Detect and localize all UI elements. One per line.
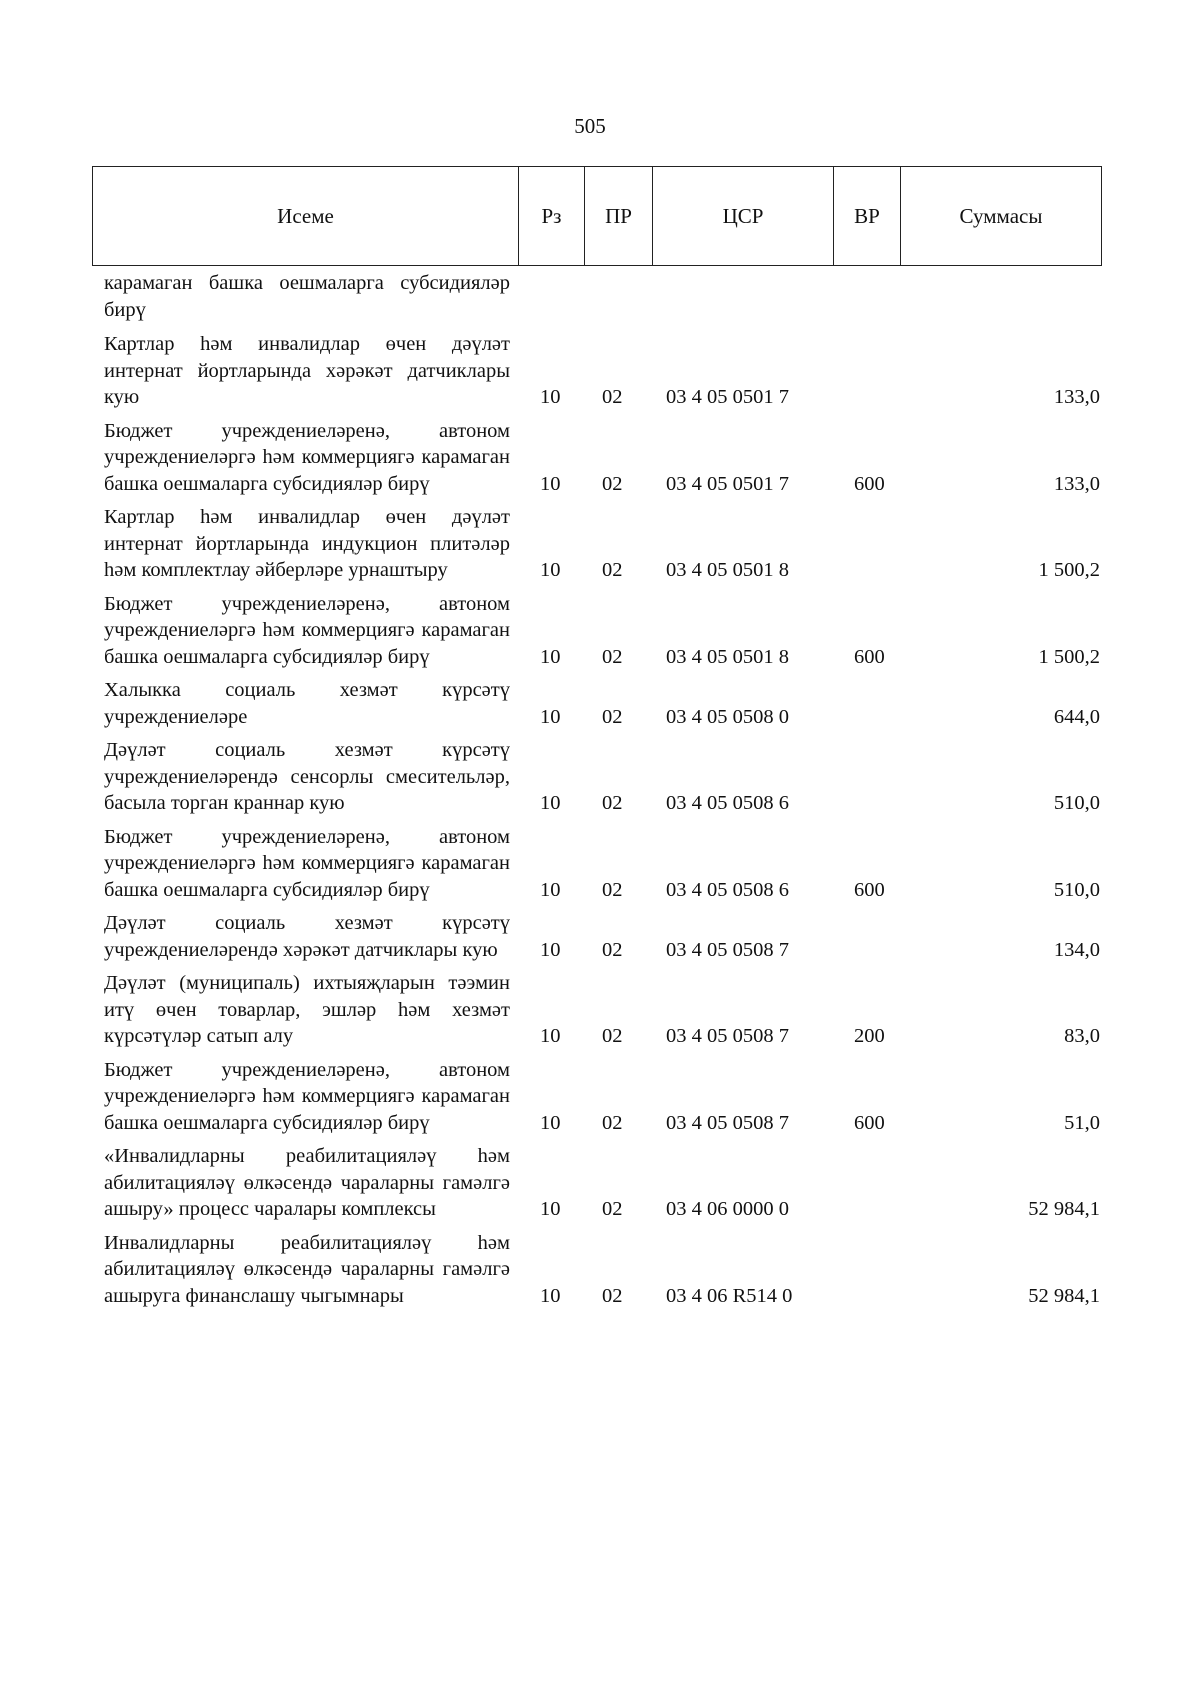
table-row: [104, 418, 1100, 498]
table-row: [104, 331, 1100, 411]
row-sum: 134,0: [1053, 938, 1100, 961]
table-row: [104, 737, 1100, 817]
row-pr: 02: [602, 386, 623, 408]
header-csr: ЦСР: [652, 167, 833, 265]
row-pr: 02: [602, 705, 623, 728]
row-name: «Инвалидларны реабилитацияләү һәм абилитацияләү өлкәсендә чараларны гамәлгә ашыру» процесс чаралары комплексы: [104, 1145, 510, 1220]
row-rz: 10: [540, 1111, 561, 1134]
row-name: Картлар һәм инвалидлар өчен дәүләт интернат йортларында индукцион плитәләр һәм комплектлау әйберләре урнаштыру: [104, 506, 510, 581]
row-name: Бюджет учреждениеләренә, автоном учреждениеләргә һәм коммерциягә карамаган башка оешмаларга субсидияләр бирү: [104, 825, 510, 901]
row-csr: 03 4 05 0501 8: [666, 645, 789, 668]
header-pr: ПР: [584, 167, 652, 265]
row-sum: 1 500,2: [1038, 559, 1100, 581]
row-name: Халыкка социаль хезмәт күрсәтү учреждениеләре: [104, 679, 510, 728]
row-pr: 02: [602, 878, 623, 901]
page-number: 505: [574, 114, 606, 138]
row-rz: 10: [540, 1284, 561, 1307]
row-csr: 03 4 06 R514 0: [666, 1284, 793, 1307]
row-rz: 10: [540, 792, 561, 814]
row-csr: 03 4 06 0000 0: [666, 1198, 789, 1220]
header-vr: ВР: [833, 167, 900, 265]
row-name: Бюджет учреждениеләренә, автоном учреждениеләргә һәм коммерциягә карамаган башка оешмаларга субсидияләр бирү: [104, 592, 510, 668]
row-sum: 1 500,2: [1038, 645, 1100, 668]
table-row: [104, 591, 1100, 671]
table-row: [104, 1230, 1100, 1310]
row-name: Дәүләт социаль хезмәт күрсәтү учреждениеләрендә хәрәкәт датчиклары кую: [104, 912, 510, 961]
table-row: [104, 1057, 1100, 1137]
row-csr: 03 4 05 0508 7: [666, 1111, 789, 1134]
row-csr: 03 4 05 0508 6: [666, 792, 789, 814]
row-csr: 03 4 05 0508 0: [666, 705, 789, 728]
table-row: [104, 910, 1100, 963]
row-sum: 83,0: [1064, 1025, 1100, 1047]
row-name: Дәүләт социаль хезмәт күрсәтү учреждениеләрендә сенсорлы смесительләр, басыла торган краннар кую: [104, 739, 510, 814]
row-sum: 133,0: [1053, 386, 1100, 408]
row-pr: 02: [602, 1025, 623, 1047]
table-header: [92, 166, 1102, 266]
row-name: Бюджет учреждениеләренә, автоном учреждениеләргә һәм коммерциягә карамаган башка оешмаларга субсидияләр бирү: [104, 419, 510, 495]
table-row: [104, 270, 1100, 323]
row-name: Бюджет учреждениеләренә, автоном учреждениеләргә һәм коммерциягә карамаган башка оешмаларга субсидияләр бирү: [104, 1058, 510, 1134]
row-csr: 03 4 05 0501 7: [666, 472, 789, 495]
header-rz: Рз: [518, 167, 584, 265]
row-rz: 10: [540, 559, 561, 581]
row-rz: 10: [540, 1198, 561, 1220]
row-rz: 10: [540, 938, 561, 961]
row-csr: 03 4 05 0508 7: [666, 938, 789, 961]
row-pr: 02: [602, 645, 623, 668]
row-rz: 10: [540, 645, 561, 668]
header-sum: Суммасы: [900, 167, 1101, 265]
row-name: Дәүләт (муниципаль) ихтыяҗларын тәэмин итү өчен товарлар, эшләр һәм хезмәт күрсәтүләр сатып алу: [104, 972, 510, 1047]
row-vr: 600: [854, 472, 885, 495]
row-pr: 02: [602, 1198, 623, 1220]
row-sum: 133,0: [1053, 472, 1100, 495]
table-row: [104, 677, 1100, 730]
row-sum: 52 984,1: [1028, 1284, 1100, 1307]
row-pr: 02: [602, 1284, 623, 1307]
row-sum: 510,0: [1053, 878, 1100, 901]
row-csr: 03 4 05 0501 7: [666, 386, 789, 408]
row-sum: 510,0: [1053, 792, 1100, 814]
row-sum: 51,0: [1064, 1111, 1100, 1134]
table-row: [104, 970, 1100, 1050]
row-sum: 644,0: [1053, 705, 1100, 728]
table-row: [104, 1143, 1100, 1223]
row-name: карамаган башка оешмаларга субсидияләр бирү: [104, 272, 510, 321]
header-name: Исеме: [277, 203, 334, 228]
table-body: [104, 270, 1100, 1316]
row-rz: 10: [540, 878, 561, 901]
row-rz: 10: [540, 1025, 561, 1047]
row-vr: 600: [854, 645, 885, 668]
row-sum: 52 984,1: [1028, 1198, 1100, 1220]
row-vr: 200: [854, 1025, 885, 1047]
row-name: Картлар һәм инвалидлар өчен дәүләт интернат йортларында хәрәкәт датчиклары кую: [104, 333, 510, 408]
row-pr: 02: [602, 1111, 623, 1134]
row-csr: 03 4 05 0508 6: [666, 878, 789, 901]
row-rz: 10: [540, 386, 561, 408]
row-pr: 02: [602, 559, 623, 581]
row-vr: 600: [854, 1111, 885, 1134]
row-vr: 600: [854, 878, 885, 901]
row-pr: 02: [602, 792, 623, 814]
row-pr: 02: [602, 938, 623, 961]
table-row: [104, 824, 1100, 904]
row-rz: 10: [540, 472, 561, 495]
row-rz: 10: [540, 705, 561, 728]
row-csr: 03 4 05 0508 7: [666, 1025, 789, 1047]
row-pr: 02: [602, 472, 623, 495]
table-row: [104, 504, 1100, 584]
row-name: Инвалидларны реабилитацияләү һәм абилитацияләү өлкәсендә чараларны гамәлгә ашыруга финанслашу чыгымнары: [104, 1231, 510, 1307]
row-csr: 03 4 05 0501 8: [666, 559, 789, 581]
